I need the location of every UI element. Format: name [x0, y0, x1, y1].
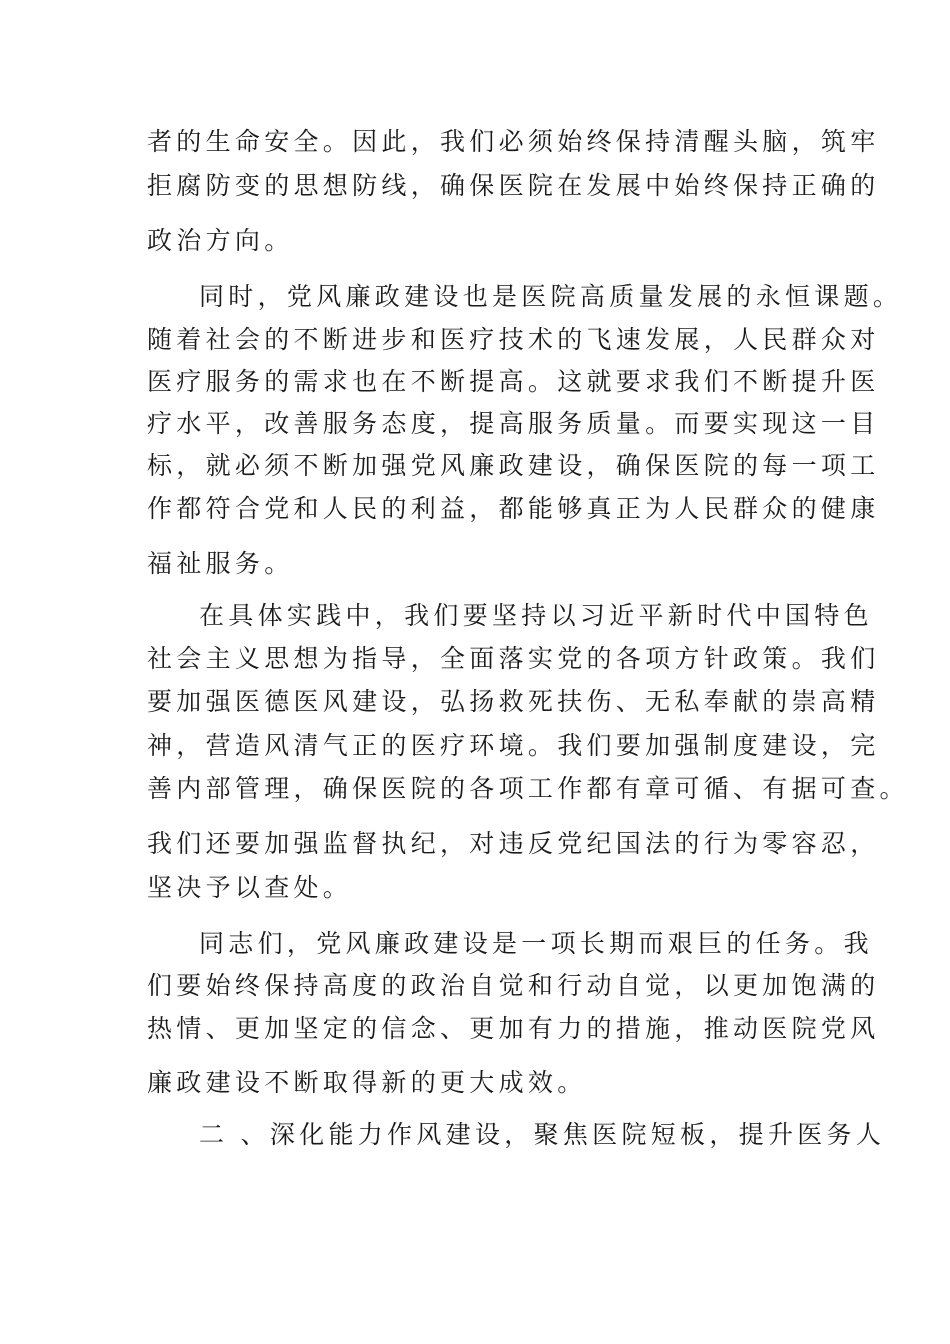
text-line: 们要始终保持高度的政治自觉和行动自觉，以更加饱满的 — [147, 971, 880, 1000]
paragraph-first-line: 同志们，党风廉政建设是一项长期而艰巨的任务。我 — [199, 929, 873, 958]
paragraph-first-line: 同时，党风廉政建设也是医院高质量发展的永恒课题。 — [199, 282, 903, 311]
paragraph-first-line: 在具体实践中，我们要坚持以习近平新时代中国特色 — [199, 601, 873, 630]
text-line: 社会主义思想为指导，全面落实党的各项方针政策。我们 — [147, 644, 880, 673]
text-line: 善内部管理，确保医院的各项工作都有章可循、有据可查。 — [147, 774, 909, 803]
text-line: 医疗服务的需求也在不断提高。这就要求我们不断提升医 — [147, 367, 880, 396]
text-line: 随着社会的不断进步和医疗技术的飞速发展，人民群众对 — [147, 325, 880, 354]
text-line: 福祉服务。 — [147, 549, 294, 578]
text-line: 神，营造风清气正的医疗环境。我们要加强制度建设，完 — [147, 731, 880, 760]
text-line: 疗水平，改善服务态度，提高服务质量。而要实现这一目 — [147, 409, 880, 438]
text-line: 要加强医德医风建设，弘扬救死扶伤、无私奉献的崇高精 — [147, 687, 880, 716]
text-line: 我们还要加强监督执纪，对违反党纪国法的行为零容忍， — [147, 829, 880, 858]
text-line: 拒腐防变的思想防线，确保医院在发展中始终保持正确的 — [147, 171, 880, 200]
text-line: 坚决予以查处。 — [147, 873, 353, 902]
text-line: 作都符合党和人民的利益，都能够真正为人民群众的健康 — [147, 494, 880, 523]
text-line: 者的生命安全。因此，我们必须始终保持清醒头脑，筑牢 — [147, 127, 880, 156]
text-line: 政治方向。 — [147, 226, 294, 255]
text-line: 标，就必须不断加强党风廉政建设，确保医院的每一项工 — [147, 451, 880, 480]
text-line: 廉政建设不断取得新的更大成效。 — [147, 1068, 587, 1097]
text-line: 热情、更加坚定的信念、更加有力的措施，推动医院党风 — [147, 1014, 880, 1043]
section-heading: 二 、深化能力作风建设，聚焦医院短板，提升医务人 — [199, 1120, 886, 1149]
